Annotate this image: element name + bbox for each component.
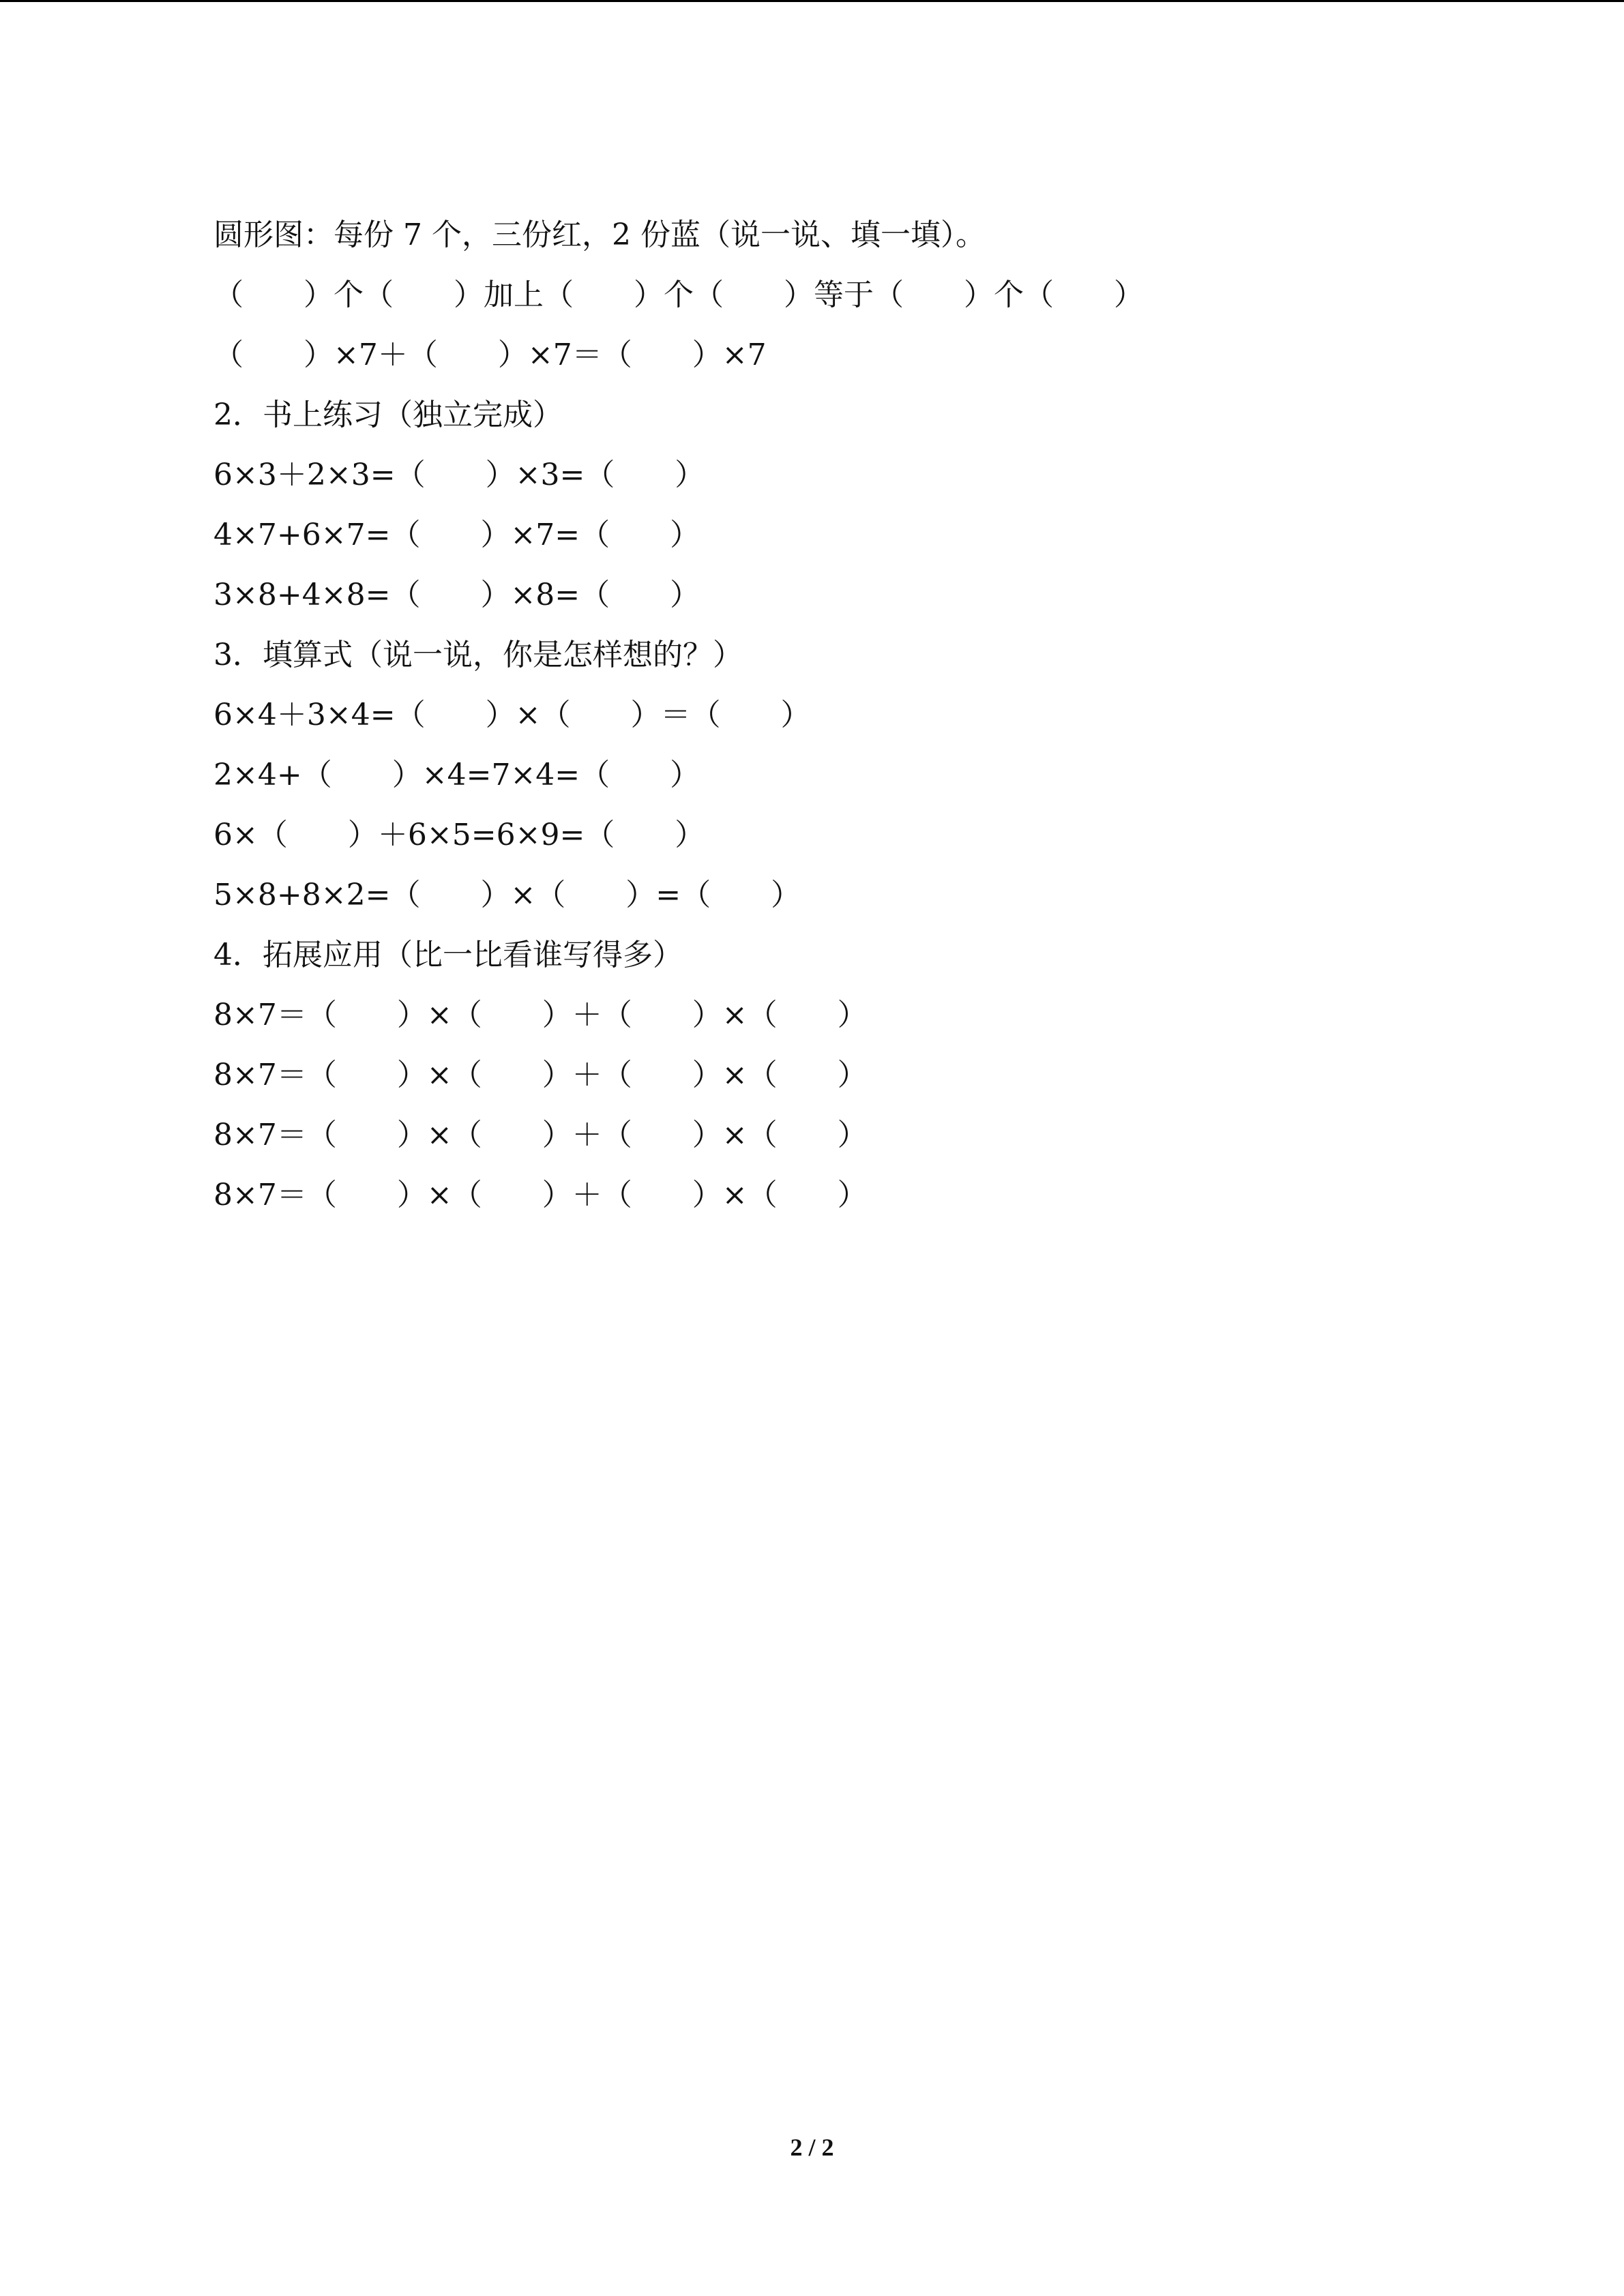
exercise-2-line-1: 6×3＋2×3=（ ）×3=（ ）: [213, 458, 705, 492]
exercise-4-line-1: 8×7＝（ ）×（ ）＋（ ）×（ ）: [213, 998, 868, 1032]
pie-chart-fill-sentence: （ ）个（ ）加上（ ）个（ ）等于（ ）个（ ）: [213, 278, 1144, 312]
exercise-4-line-4: 8×7＝（ ）×（ ）＋（ ）×（ ）: [213, 1178, 868, 1212]
section-3-heading: 3．填算式（说一说，你是怎样想的？）: [213, 638, 743, 672]
exercise-4-line-3: 8×7＝（ ）×（ ）＋（ ）×（ ）: [213, 1118, 868, 1152]
page-number: 2 / 2: [790, 2134, 834, 2161]
exercise-2-line-3: 3×8+4×8=（ ）×8=（ ）: [213, 578, 700, 612]
exercise-3-line-1: 6×4＋3×4=（ ）×（ ）＝（ ）: [213, 698, 811, 732]
exercise-3-line-3: 6×（ ）＋6×5=6×9=（ ）: [213, 818, 705, 852]
section-4-heading: 4．拓展应用（比一比看谁写得多）: [213, 938, 683, 972]
exercise-4-line-2: 8×7＝（ ）×（ ）＋（ ）×（ ）: [213, 1058, 868, 1092]
section-2-heading: 2．书上练习（独立完成）: [213, 398, 563, 432]
exercise-3-line-2: 2×4+（ ）×4=7×4=（ ）: [213, 758, 700, 792]
pie-chart-instruction: 圆形图：每份 7 个，三份红，2 份蓝（说一说、填一填）。: [213, 218, 986, 252]
exercise-3-line-4: 5×8+8×2=（ ）×（ ）=（ ）: [213, 878, 801, 912]
top-border-line: [0, 0, 1624, 2]
worksheet-body: [213, 214, 1144, 1234]
pie-chart-fill-equation: （ ）×7＋（ ）×7＝（ ）×7: [213, 338, 767, 372]
exercise-2-line-2: 4×7+6×7=（ ）×7=（ ）: [213, 518, 700, 552]
